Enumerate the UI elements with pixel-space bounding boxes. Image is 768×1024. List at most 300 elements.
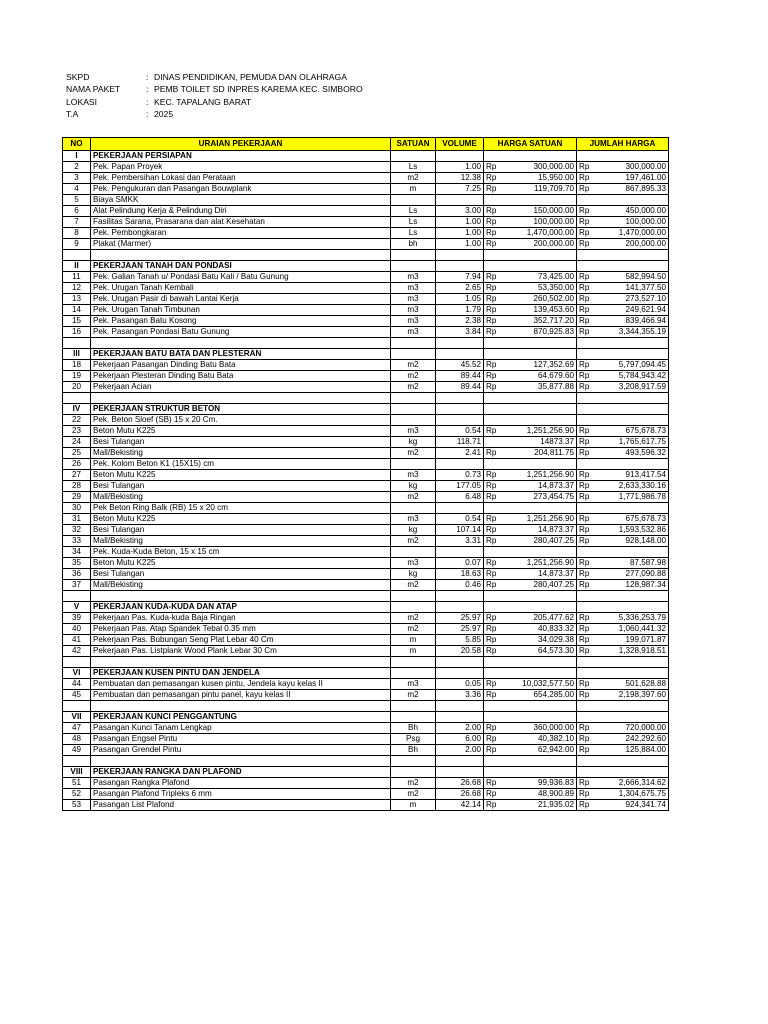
- header-row: [66, 108, 363, 120]
- section-title: PEKERJAAN KUNCI PENGGANTUNG: [91, 712, 391, 723]
- empty-cell: [391, 349, 436, 360]
- header-colon: :: [146, 84, 149, 95]
- cell-volume: 12.38: [436, 173, 484, 184]
- empty-cell: [599, 712, 669, 723]
- cell-satuan: m: [391, 184, 436, 195]
- table-row: [63, 305, 669, 316]
- table-row: [63, 195, 669, 206]
- cell-uraian: Plakat (Marmer): [91, 239, 391, 250]
- empty-cell: [63, 591, 91, 602]
- cell-harga-satuan: 100,000.00: [506, 217, 577, 228]
- cell-uraian: Beton Mutu K225: [91, 558, 391, 569]
- cell-no: 41: [63, 635, 91, 646]
- empty-cell: [577, 261, 599, 272]
- empty-cell: [436, 712, 484, 723]
- cell-harga-satuan: 21,935.02: [506, 800, 577, 811]
- section-row: [63, 151, 669, 162]
- empty-cell: [91, 338, 391, 349]
- cell-volume: 1.00: [436, 239, 484, 250]
- cell-uraian: Pekerjaan Acian: [91, 382, 391, 393]
- section-row: [63, 668, 669, 679]
- cell-satuan: m2: [391, 173, 436, 184]
- empty-cell: [599, 657, 669, 668]
- cell-satuan: [391, 195, 436, 206]
- cell-rp: Rp: [577, 679, 599, 690]
- cell-rp: Rp: [577, 492, 599, 503]
- cell-harga-satuan: 1,251,256.90: [506, 426, 577, 437]
- cell-rp: [484, 415, 506, 426]
- cell-volume: 5.85: [436, 635, 484, 646]
- cell-satuan: m3: [391, 272, 436, 283]
- section-title: PEKERJAAN STRUKTUR BETON: [91, 404, 391, 415]
- cell-uraian: Pek. Urugan Tanah Kembali: [91, 283, 391, 294]
- cell-no: 47: [63, 723, 91, 734]
- empty-cell: [436, 668, 484, 679]
- cell-jumlah-harga: 928,148.00: [599, 536, 669, 547]
- empty-cell: [484, 767, 506, 778]
- table-row: [63, 184, 669, 195]
- empty-cell: [577, 767, 599, 778]
- cell-no: 39: [63, 613, 91, 624]
- cell-rp: Rp: [577, 569, 599, 580]
- empty-row: [63, 701, 669, 712]
- empty-cell: [484, 712, 506, 723]
- cell-rp: Rp: [577, 635, 599, 646]
- empty-cell: [599, 701, 669, 712]
- table-row: [63, 382, 669, 393]
- cell-satuan: m: [391, 635, 436, 646]
- empty-cell: [91, 591, 391, 602]
- cell-rp: Rp: [577, 228, 599, 239]
- cell-jumlah-harga: 249,621.94: [599, 305, 669, 316]
- cell-rp: Rp: [484, 162, 506, 173]
- cell-volume: 20.58: [436, 646, 484, 657]
- empty-cell: [63, 338, 91, 349]
- table-row: [63, 294, 669, 305]
- cell-satuan: m2: [391, 360, 436, 371]
- empty-cell: [599, 602, 669, 613]
- section-number: VII: [63, 712, 91, 723]
- cell-rp: Rp: [484, 481, 506, 492]
- cell-satuan: Ls: [391, 206, 436, 217]
- cell-volume: 107.14: [436, 525, 484, 536]
- section-row: [63, 349, 669, 360]
- section-row: [63, 767, 669, 778]
- header-value: PEMB TOILET SD INPRES KAREMA KEC. SIMBORO: [154, 84, 363, 95]
- table-row: [63, 745, 669, 756]
- table-row: [63, 646, 669, 657]
- empty-cell: [91, 393, 391, 404]
- cell-rp: Rp: [484, 734, 506, 745]
- cell-rp: Rp: [484, 789, 506, 800]
- cell-uraian: Pek. Kolom Beton K1 (15X15) cm: [91, 459, 391, 470]
- cell-harga-satuan: [506, 503, 577, 514]
- cell-no: 19: [63, 371, 91, 382]
- empty-cell: [577, 712, 599, 723]
- document-header: [66, 71, 363, 120]
- cell-satuan: Ls: [391, 228, 436, 239]
- empty-cell: [506, 602, 577, 613]
- cell-rp: Rp: [577, 283, 599, 294]
- cell-harga-satuan: 280,407.25: [506, 536, 577, 547]
- empty-cell: [599, 338, 669, 349]
- cell-rp: Rp: [484, 360, 506, 371]
- empty-cell: [506, 261, 577, 272]
- cell-jumlah-harga: 2,633,330.16: [599, 481, 669, 492]
- cell-harga-satuan: 35,877.88: [506, 382, 577, 393]
- table-row: [63, 206, 669, 217]
- cell-jumlah-harga: 273,527.10: [599, 294, 669, 305]
- empty-cell: [63, 393, 91, 404]
- cell-rp: Rp: [484, 778, 506, 789]
- empty-cell: [391, 393, 436, 404]
- section-number: V: [63, 602, 91, 613]
- cell-satuan: kg: [391, 437, 436, 448]
- cell-volume: 2.65: [436, 283, 484, 294]
- empty-cell: [391, 404, 436, 415]
- cell-uraian: Pembuatan dan pemasangan kusen pintu, Jendela kayu kelas II: [91, 679, 391, 690]
- section-title: PEKERJAAN BATU BATA DAN PLESTERAN: [91, 349, 391, 360]
- cell-rp: Rp: [577, 305, 599, 316]
- cell-jumlah-harga: 100,000.00: [599, 217, 669, 228]
- cell-rp: [577, 459, 599, 470]
- empty-cell: [577, 151, 599, 162]
- cell-jumlah-harga: 277,090.88: [599, 569, 669, 580]
- cell-harga-satuan: 360,000.00: [506, 723, 577, 734]
- cell-rp: Rp: [484, 723, 506, 734]
- cell-no: 34: [63, 547, 91, 558]
- empty-cell: [484, 404, 506, 415]
- cell-jumlah-harga: 1,593,532.86: [599, 525, 669, 536]
- cell-satuan: kg: [391, 569, 436, 580]
- cell-rp: Rp: [577, 778, 599, 789]
- empty-row: [63, 657, 669, 668]
- cell-harga-satuan: 260,502.00: [506, 294, 577, 305]
- cell-volume: 26.68: [436, 778, 484, 789]
- cell-rp: [577, 503, 599, 514]
- cell-harga-satuan: 14873.37: [506, 437, 577, 448]
- cell-uraian: Pek. Pasangan Batu Kosong: [91, 316, 391, 327]
- cell-rp: Rp: [577, 723, 599, 734]
- cell-rp: Rp: [577, 360, 599, 371]
- table-row: [63, 778, 669, 789]
- cell-harga-satuan: 127,352.69: [506, 360, 577, 371]
- cell-uraian: Pek Beton Ring Balk (RB) 15 x 20 cm: [91, 503, 391, 514]
- cell-volume: 1.79: [436, 305, 484, 316]
- empty-cell: [436, 151, 484, 162]
- cell-harga-satuan: 64,679.60: [506, 371, 577, 382]
- cell-rp: Rp: [577, 690, 599, 701]
- cell-uraian: Pasangan Plafond Tripleks 6 mm: [91, 789, 391, 800]
- cell-harga-satuan: 10,032,577.50: [506, 679, 577, 690]
- cell-uraian: Biaya SMKK: [91, 195, 391, 206]
- cell-satuan: [391, 415, 436, 426]
- cell-uraian: Beton Mutu K225: [91, 514, 391, 525]
- cell-volume: 45.52: [436, 360, 484, 371]
- section-number: VI: [63, 668, 91, 679]
- empty-cell: [436, 756, 484, 767]
- cell-no: 24: [63, 437, 91, 448]
- cell-harga-satuan: 14,873.37: [506, 525, 577, 536]
- cell-satuan: bh: [391, 239, 436, 250]
- cell-satuan: Ls: [391, 217, 436, 228]
- empty-cell: [91, 756, 391, 767]
- cell-rp: Rp: [484, 514, 506, 525]
- empty-cell: [506, 349, 577, 360]
- cell-satuan: kg: [391, 525, 436, 536]
- section-number: III: [63, 349, 91, 360]
- table-row: [63, 459, 669, 470]
- cell-no: 6: [63, 206, 91, 217]
- empty-cell: [436, 261, 484, 272]
- cell-harga-satuan: 300,000.00: [506, 162, 577, 173]
- cell-rp: [484, 503, 506, 514]
- cell-rp: Rp: [577, 162, 599, 173]
- empty-cell: [436, 701, 484, 712]
- cell-no: 36: [63, 569, 91, 580]
- cell-volume: 0.54: [436, 426, 484, 437]
- cell-no: 22: [63, 415, 91, 426]
- cell-satuan: m2: [391, 536, 436, 547]
- empty-cell: [577, 668, 599, 679]
- empty-cell: [506, 393, 577, 404]
- cell-harga-satuan: 139,453.60: [506, 305, 577, 316]
- cell-jumlah-harga: 675,678.73: [599, 426, 669, 437]
- cell-satuan: m2: [391, 789, 436, 800]
- empty-cell: [63, 657, 91, 668]
- empty-cell: [577, 657, 599, 668]
- cell-jumlah-harga: 867,895.33: [599, 184, 669, 195]
- cell-harga-satuan: 280,407.25: [506, 580, 577, 591]
- empty-cell: [577, 591, 599, 602]
- section-title: PEKERJAAN TANAH DAN PONDASI: [91, 261, 391, 272]
- header-label: SKPD: [66, 72, 90, 82]
- cell-no: 35: [63, 558, 91, 569]
- header-label: T.A: [66, 108, 79, 119]
- cell-rp: Rp: [577, 382, 599, 393]
- empty-cell: [484, 151, 506, 162]
- cell-jumlah-harga: 2,666,314.62: [599, 778, 669, 789]
- cell-volume: 18.63: [436, 569, 484, 580]
- table-row: [63, 514, 669, 525]
- cell-volume: 7.25: [436, 184, 484, 195]
- cell-no: 31: [63, 514, 91, 525]
- cell-volume: 26.68: [436, 789, 484, 800]
- table-row: [63, 580, 669, 591]
- table-row: [63, 492, 669, 503]
- empty-cell: [506, 591, 577, 602]
- cell-jumlah-harga: 501,628.88: [599, 679, 669, 690]
- cell-rp: Rp: [577, 371, 599, 382]
- empty-cell: [391, 767, 436, 778]
- empty-cell: [506, 250, 577, 261]
- table-row: [63, 624, 669, 635]
- cell-rp: Rp: [577, 470, 599, 481]
- cell-rp: Rp: [577, 448, 599, 459]
- table-row: [63, 690, 669, 701]
- cell-no: 2: [63, 162, 91, 173]
- cell-harga-satuan: 119,709.70: [506, 184, 577, 195]
- cell-no: 14: [63, 305, 91, 316]
- cell-uraian: Pasangan List Plafond: [91, 800, 391, 811]
- cell-rp: Rp: [577, 217, 599, 228]
- cell-satuan: m: [391, 800, 436, 811]
- cell-rp: Rp: [484, 536, 506, 547]
- cell-uraian: Fasilitas Sarana, Prasarana dan alat Kesehatan: [91, 217, 391, 228]
- cell-volume: 177.05: [436, 481, 484, 492]
- empty-cell: [577, 393, 599, 404]
- cell-harga-satuan: [506, 415, 577, 426]
- cell-jumlah-harga: 1,304,675.75: [599, 789, 669, 800]
- cell-rp: Rp: [577, 745, 599, 756]
- cell-rp: [577, 195, 599, 206]
- cell-satuan: Bh: [391, 745, 436, 756]
- table-row: [63, 217, 669, 228]
- table-row: [63, 327, 669, 338]
- cell-jumlah-harga: 720,000.00: [599, 723, 669, 734]
- cell-satuan: Ls: [391, 162, 436, 173]
- cell-uraian: Pembuatan dan pemasangan pintu panel, kayu kelas II: [91, 690, 391, 701]
- cell-uraian: Beton Mutu K225: [91, 470, 391, 481]
- table-body: [63, 151, 669, 811]
- cell-volume: 2.38: [436, 316, 484, 327]
- table-row: [63, 558, 669, 569]
- cell-harga-satuan: 14,873.37: [506, 569, 577, 580]
- table-row: [63, 415, 669, 426]
- cell-uraian: Pek. Urugan Tanah Timbunan: [91, 305, 391, 316]
- cell-no: 32: [63, 525, 91, 536]
- table-row: [63, 360, 669, 371]
- cell-volume: 6.00: [436, 734, 484, 745]
- cell-jumlah-harga: 199,071.87: [599, 635, 669, 646]
- empty-row: [63, 338, 669, 349]
- cell-jumlah-harga: 1,328,918.51: [599, 646, 669, 657]
- cell-volume: 0.46: [436, 580, 484, 591]
- cell-uraian: Pekerjaan Pas. Bubungan Seng Plat Lebar 40 Cm: [91, 635, 391, 646]
- table-row: [63, 173, 669, 184]
- table-row: [63, 162, 669, 173]
- table-row: [63, 481, 669, 492]
- cell-rp: Rp: [484, 492, 506, 503]
- cell-jumlah-harga: 5,336,253.79: [599, 613, 669, 624]
- cell-volume: [436, 415, 484, 426]
- cell-rp: Rp: [484, 448, 506, 459]
- cell-no: 18: [63, 360, 91, 371]
- cell-satuan: kg: [391, 481, 436, 492]
- cell-no: 40: [63, 624, 91, 635]
- cell-rp: Rp: [484, 624, 506, 635]
- cell-no: 4: [63, 184, 91, 195]
- cell-rp: Rp: [577, 558, 599, 569]
- cell-uraian: Pek. Pembersihan Lokasi dan Perataan: [91, 173, 391, 184]
- table-row: [63, 316, 669, 327]
- cell-uraian: Besi Tulangan: [91, 481, 391, 492]
- empty-cell: [577, 338, 599, 349]
- cell-jumlah-harga: 675,678.73: [599, 514, 669, 525]
- cell-jumlah-harga: 125,884.00: [599, 745, 669, 756]
- cell-harga-satuan: 1,251,256.90: [506, 558, 577, 569]
- cell-rp: Rp: [484, 558, 506, 569]
- cell-satuan: m2: [391, 448, 436, 459]
- cell-uraian: Pasangan Kunci Tanam Lengkap: [91, 723, 391, 734]
- empty-cell: [484, 591, 506, 602]
- cell-uraian: Mall/Bekisting: [91, 580, 391, 591]
- cell-jumlah-harga: 839,466.94: [599, 316, 669, 327]
- cell-rp: Rp: [577, 525, 599, 536]
- cell-uraian: Mall/Bekisting: [91, 492, 391, 503]
- cell-no: 51: [63, 778, 91, 789]
- empty-cell: [484, 261, 506, 272]
- cell-satuan: m2: [391, 613, 436, 624]
- cell-rp: Rp: [577, 294, 599, 305]
- cell-jumlah-harga: 1,470,000.00: [599, 228, 669, 239]
- cell-volume: 118.71: [436, 437, 484, 448]
- empty-row: [63, 756, 669, 767]
- header-colon: :: [146, 108, 149, 119]
- cell-rp: Rp: [484, 272, 506, 283]
- empty-cell: [577, 349, 599, 360]
- cell-volume: [436, 547, 484, 558]
- cell-uraian: Pek. Kuda-Kuda Beton, 15 x 15 cm: [91, 547, 391, 558]
- cell-volume: 0.07: [436, 558, 484, 569]
- empty-cell: [599, 404, 669, 415]
- cell-rp: Rp: [577, 316, 599, 327]
- cell-no: 8: [63, 228, 91, 239]
- empty-cell: [506, 712, 577, 723]
- empty-cell: [391, 250, 436, 261]
- cell-jumlah-harga: 5,797,094.45: [599, 360, 669, 371]
- cell-rp: Rp: [484, 470, 506, 481]
- cell-rp: [484, 459, 506, 470]
- empty-cell: [484, 338, 506, 349]
- empty-cell: [506, 767, 577, 778]
- empty-cell: [484, 602, 506, 613]
- cell-no: 16: [63, 327, 91, 338]
- header-colon: :: [146, 96, 149, 107]
- empty-cell: [391, 701, 436, 712]
- table-row: [63, 283, 669, 294]
- cell-rp: [577, 415, 599, 426]
- cell-harga-satuan: [506, 547, 577, 558]
- cell-no: 37: [63, 580, 91, 591]
- cell-rp: Rp: [577, 613, 599, 624]
- cell-jumlah-harga: 3,344,355.19: [599, 327, 669, 338]
- table-row: [63, 228, 669, 239]
- cell-volume: 89.44: [436, 382, 484, 393]
- cell-no: 27: [63, 470, 91, 481]
- section-number: VIII: [63, 767, 91, 778]
- empty-cell: [506, 701, 577, 712]
- cell-jumlah-harga: 197,461.00: [599, 173, 669, 184]
- cell-harga-satuan: 73,425.00: [506, 272, 577, 283]
- cell-no: 33: [63, 536, 91, 547]
- cell-satuan: m3: [391, 558, 436, 569]
- cell-rp: Rp: [577, 437, 599, 448]
- empty-cell: [577, 701, 599, 712]
- cell-rp: Rp: [484, 173, 506, 184]
- cell-satuan: m3: [391, 316, 436, 327]
- table-row: [63, 437, 669, 448]
- table-row: [63, 723, 669, 734]
- cell-volume: 6.48: [436, 492, 484, 503]
- cell-rp: Rp: [577, 624, 599, 635]
- table-row: [63, 734, 669, 745]
- cell-jumlah-harga: [599, 195, 669, 206]
- cell-harga-satuan: 204,811.75: [506, 448, 577, 459]
- header-label: NAMA PAKET: [66, 84, 121, 95]
- cell-harga-satuan: 40,833.32: [506, 624, 577, 635]
- cell-rp: Rp: [577, 239, 599, 250]
